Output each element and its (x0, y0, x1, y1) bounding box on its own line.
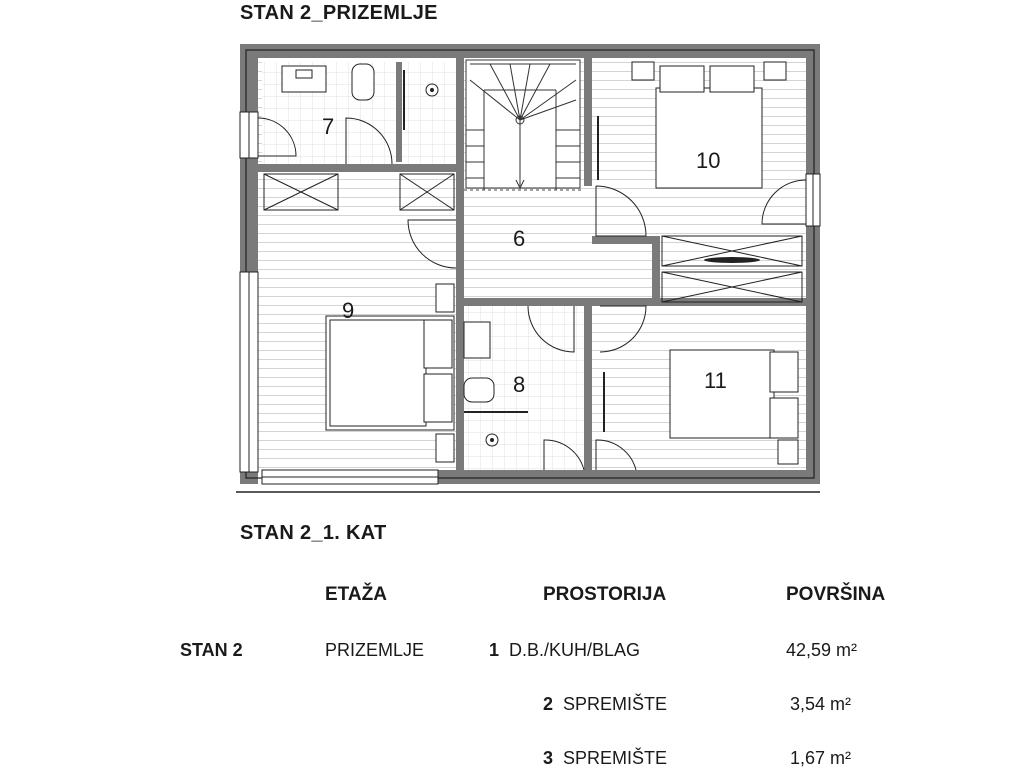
wall-stair-left-2 (456, 248, 464, 476)
toilet-icon (352, 64, 374, 100)
table-row (489, 640, 640, 661)
room-label-11: 11 (704, 368, 727, 393)
room-label-6: 6 (513, 226, 526, 251)
row-name: D.B./KUH/BLAG (509, 640, 641, 660)
row-name: SPREMIŠTE (563, 694, 668, 714)
row-area: 3,54 m² (790, 694, 852, 714)
wall-mid (584, 298, 592, 474)
unit-label: STAN 2 (180, 640, 243, 660)
staircase (466, 60, 580, 190)
table-row (543, 694, 667, 715)
header-povrsina: POVRŠINA (786, 584, 886, 605)
wall-r9-top (258, 164, 458, 172)
wall-bath7-div (396, 62, 402, 162)
room-label-9: 9 (342, 298, 355, 323)
toilet-icon-2 (464, 378, 494, 402)
row-number: 2 (543, 694, 554, 714)
outer-wall-top (240, 44, 820, 58)
wall-closet (652, 236, 660, 306)
room-label-7: 7 (322, 114, 335, 139)
row-number: 3 (543, 748, 554, 768)
wall-r10-bottom (592, 236, 658, 244)
row-area: 42,59 m² (786, 640, 858, 660)
row-number: 1 (489, 640, 500, 660)
row-name: SPREMIŠTE (563, 748, 668, 768)
mid-title: STAN 2_1. KAT (240, 522, 387, 544)
floor-label: PRIZEMLJE (325, 640, 425, 660)
table-row (543, 748, 667, 769)
room-label-8: 8 (513, 372, 526, 397)
row-area: 1,67 m² (790, 748, 852, 768)
top-title: STAN 2_PRIZEMLJE (240, 2, 438, 24)
wall-stair-right (584, 56, 592, 186)
outer-wall-bottom (430, 470, 820, 484)
room-label-10: 10 (696, 148, 721, 173)
sink-icon-2 (464, 322, 490, 358)
header-prostorija: PROSTORIJA (543, 584, 667, 605)
outer-wall-right (806, 44, 820, 484)
wall-stair-left (456, 56, 464, 248)
header-etaza: ETAŽA (325, 584, 387, 605)
